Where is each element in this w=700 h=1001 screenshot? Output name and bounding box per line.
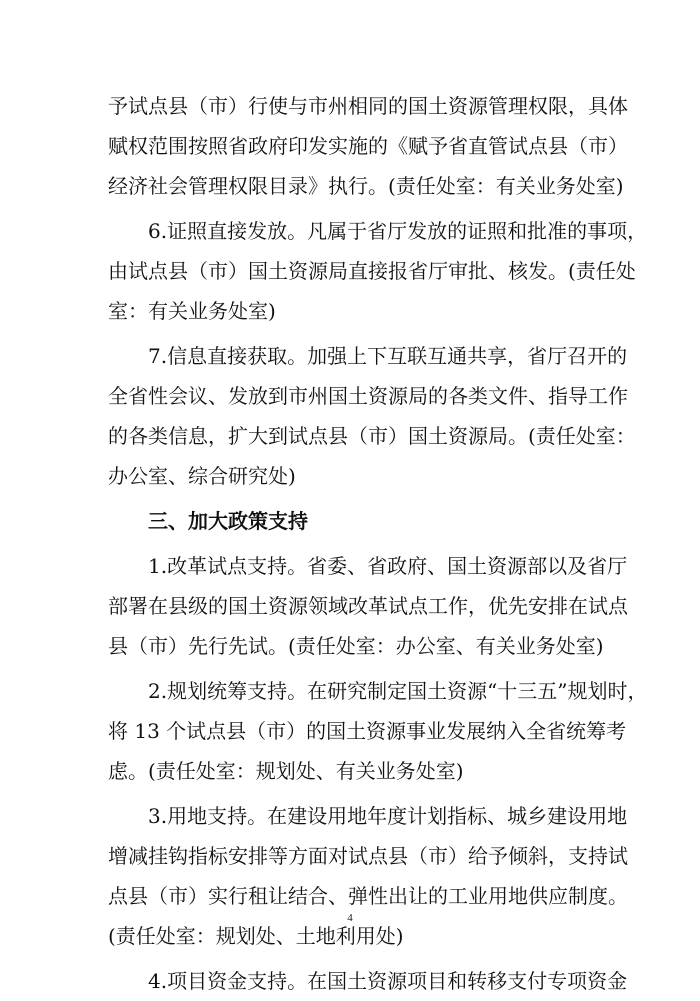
text-line: 赋权范围按照省政府印发实施的《赋予省直管试点县（市） <box>108 134 628 158</box>
text-line: 将 13 个试点县（市）的国土资源事业发展纳入全省统筹考 <box>108 719 627 743</box>
text-line: 县（市）先行先试。(责任处室：办公室、有关业务处室) <box>108 634 604 658</box>
text-line: 室：有关业务处室) <box>108 299 276 323</box>
text-line: 增减挂钩指标安排等方面对试点县（市）给予倾斜，支持试 <box>108 844 628 868</box>
text-line: 2.规划统筹支持。在研究制定国土资源“十三五”规划时， <box>148 679 648 703</box>
text-line: 予试点县（市）行使与市州相同的国土资源管理权限，具体 <box>108 94 628 118</box>
text-line: 6.证照直接发放。凡属于省厅发放的证照和批准的事项， <box>148 219 648 243</box>
text-line: 1.改革试点支持。省委、省政府、国土资源部以及省厅 <box>148 554 628 578</box>
text-line: 3.用地支持。在建设用地年度计划指标、城乡建设用地 <box>148 804 628 828</box>
text-line: 由试点县（市）国土资源局直接报省厅审批、核发。(责任处 <box>108 259 636 283</box>
text-line: 经济社会管理权限目录》执行。(责任处室：有关业务处室) <box>108 174 624 198</box>
text-line: 7.信息直接获取。加强上下互联互通共享，省厅召开的 <box>148 344 628 368</box>
text-line: 的各类信息，扩大到试点县（市）国土资源局。(责任处室： <box>108 424 636 448</box>
page-number: 4 <box>347 912 353 924</box>
section-heading: 三、加大政策支持 <box>148 509 308 533</box>
text-line: 虑。(责任处室：规划处、有关业务处室) <box>108 759 464 783</box>
document-body <box>108 86 648 1001</box>
text-line: 点县（市）实行租让结合、弹性出让的工业用地供应制度。 <box>108 884 628 908</box>
text-line: 4.项目资金支持。在国土资源项目和转移支付专项资金 <box>148 969 628 993</box>
text-line: 办公室、综合研究处) <box>108 464 296 488</box>
text-line: 全省性会议、发放到市州国土资源局的各类文件、指导工作 <box>108 384 628 408</box>
text-line: 部署在县级的国土资源领域改革试点工作，优先安排在试点 <box>108 594 628 618</box>
text-line: (责任处室：规划处、土地利用处) <box>108 924 404 948</box>
